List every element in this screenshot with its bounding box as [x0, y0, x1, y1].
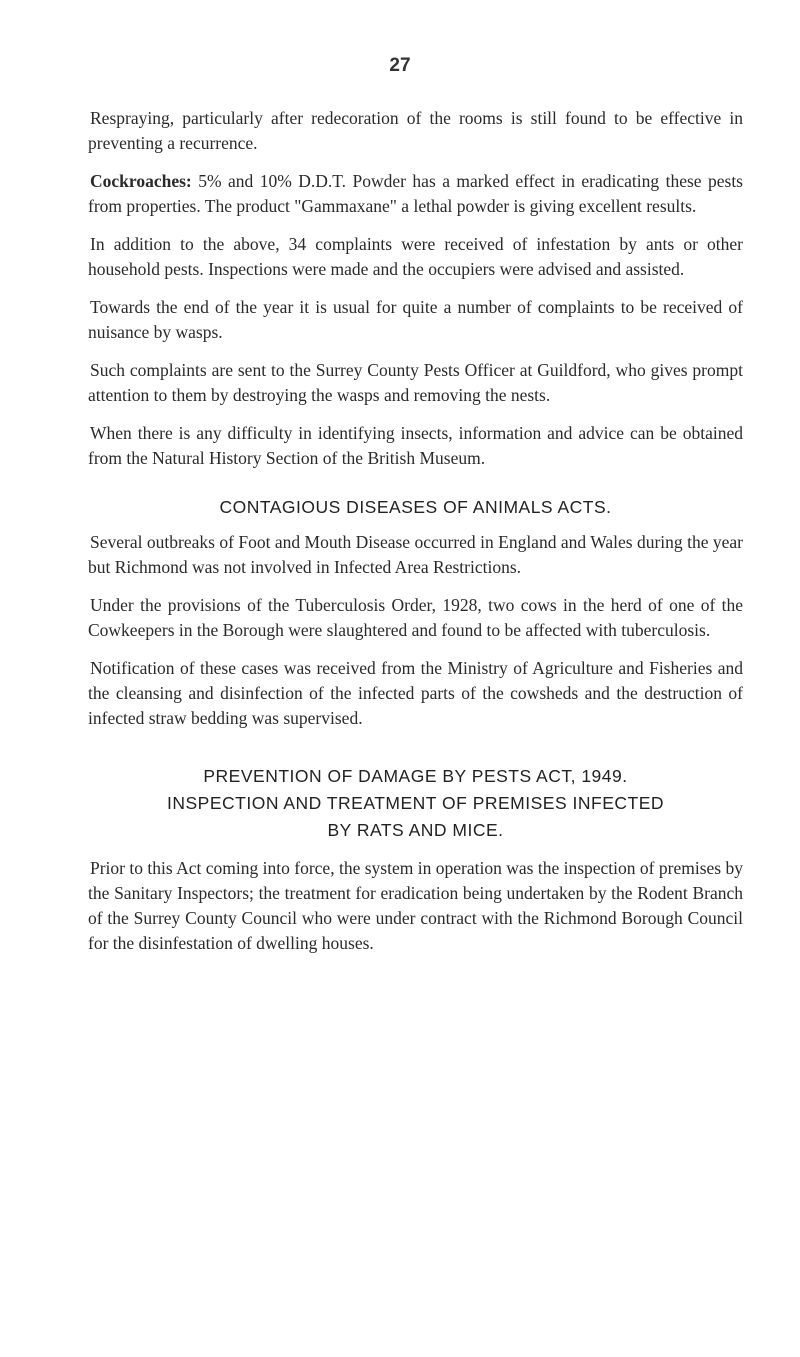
paragraph-respraying	[88, 106, 743, 156]
heading-line: PREVENTION OF DAMAGE BY PESTS ACT, 1949.	[203, 766, 628, 786]
paragraph-british-museum	[88, 421, 743, 471]
paragraph-tuberculosis-order: Under the provisions of the Tuberculosis Order, 1928, two cows in the herd of one of the Cowkeepers in the Borough were slaughtered and found to be affected with tuberculosis.	[88, 595, 743, 640]
heading-line: INSPECTION AND TREATMENT OF PREMISES INFECTED	[167, 793, 664, 813]
heading-prevention-of-damage	[88, 763, 743, 844]
paragraph-text: When there is any difficulty in identifying insects, information and advice can be obtained from the Natural History Section of the British Museum.	[88, 423, 743, 468]
page-body	[88, 106, 743, 969]
paragraph-wasps-nuisance	[88, 295, 743, 345]
paragraph-pests-officer	[88, 358, 743, 408]
paragraph-ants-complaints	[88, 232, 743, 282]
paragraph-cockroaches	[88, 169, 743, 219]
paragraph-text: 5% and 10% D.D.T. Powder has a marked effect in eradicating these pests from properties. The product "Gammaxane" a lethal powder is giving excellent results.	[88, 171, 743, 216]
paragraph-text: In addition to the above, 34 complaints were received of infestation by ants or other household pests. Inspections were made and the occupiers were advised and assisted.	[88, 234, 743, 279]
paragraph-lead: Cockroaches:	[90, 171, 192, 191]
paragraph-text: Such complaints are sent to the Surrey County Pests Officer at Guildford, who gives prompt attention to them by destroying the wasps and removing the nests.	[88, 360, 743, 405]
paragraph-notification: Notification of these cases was received from the Ministry of Agriculture and Fisheries and the cleansing and disinfection of the infected parts of the cowsheds and the destruction of infected straw bedding was supervised.	[88, 658, 743, 728]
page-number: 27	[389, 55, 411, 76]
heading-line: BY RATS AND MICE.	[327, 820, 504, 840]
paragraph-foot-and-mouth: Several outbreaks of Foot and Mouth Disease occurred in England and Wales during the year but Richmond was not involved in Infected Area Restrictions.	[88, 532, 743, 577]
paragraph-text: Towards the end of the year it is usual for quite a number of complaints to be received of nuisance by wasps.	[88, 297, 743, 342]
paragraph-prior-to-act: Prior to this Act coming into force, the system in operation was the inspection of premises by the Sanitary Inspectors; the treatment for eradication being undertaken by the Rodent Branch of the Surrey County Council who were under contract with the Richmond Borough Council for the disinfestation of dwelling houses.	[88, 858, 743, 953]
heading-contagious-diseases: CONTAGIOUS DISEASES OF ANIMALS ACTS.	[219, 497, 612, 517]
paragraph-text: Respraying, particularly after redecoration of the rooms is still found to be effective in preventing a recurrence.	[88, 108, 743, 153]
